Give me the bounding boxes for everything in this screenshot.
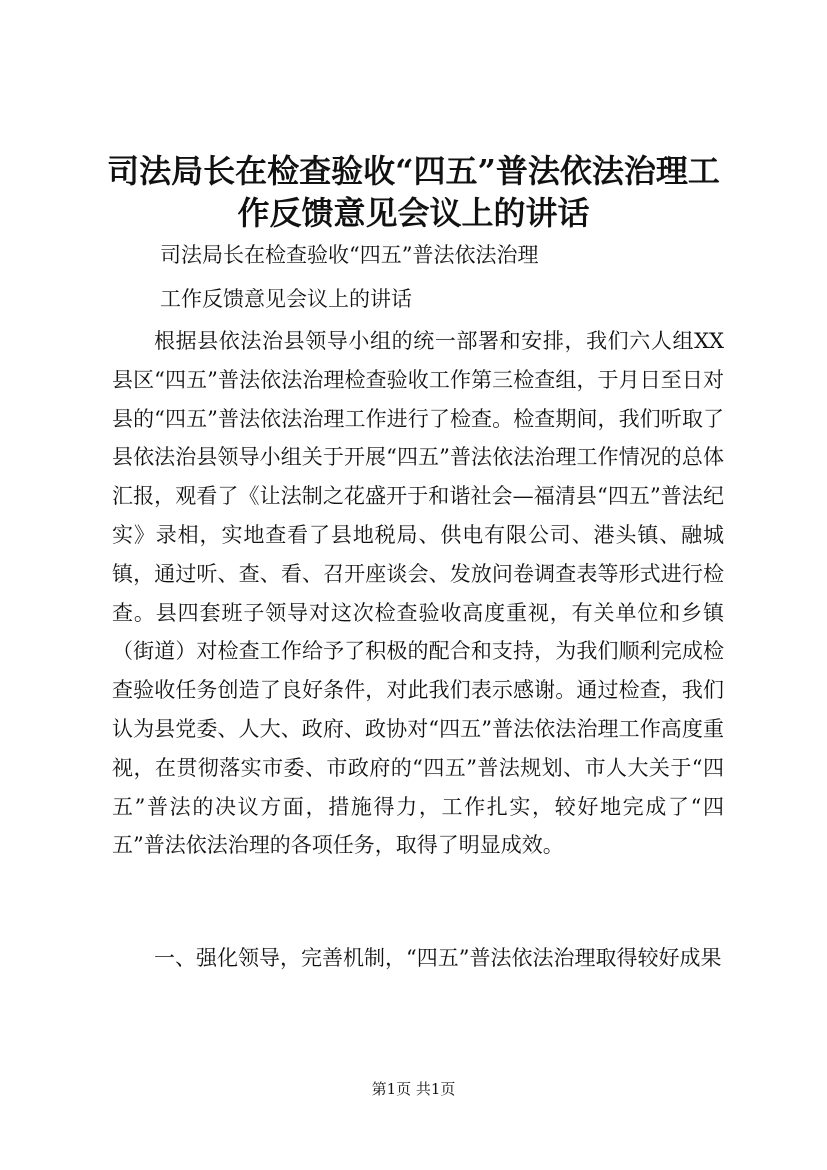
page-footer: 第1页 共1页 [371, 1080, 456, 1098]
body-paragraph-1: 根据县依法治县领导小组的统一部署和安排，我们六人组XX县区“四五”普法依法治理检查验收工作第三检查组，于月日至日对县的“四五”普法依法治理工作进行了检查。检查期间，我们听取了县依法治县领导小组关于开展“四五”普法依法治理工作情况的总体汇报，观看了《让法制之花盛开于和谐社会—福清县“四五”普法纪实》录相，实地查看了县地税局、供电有限公司、港头镇、融城镇，通过听、查、看、召开座谈会、发放问卷调查表等形式进行检查。县四套班子领导对这次检查验收高度重视，有关单位和乡镇（街道）对检查工作给予了积极的配合和支持，为我们顺利完成检查验收任务创造了良好条件，对此我们表示感谢。通过检查，我们认为县党委、人大、政府、政协对“四五”普法依法治理工作高度重视，在贯彻落实市委、市政府的“四五”普法规划、市人大关于“四五”普法的决议方面，措施得力，工作扎实，较好地完成了“四五”普法依法治理的各项任务，取得了明显成效。 [112, 329, 724, 858]
document-title: 司法局长在检查验收“四五”普法依法治理工作反馈意见会议上的讲话 [107, 152, 720, 232]
subtitle-line-2: 工作反馈意见会议上的讲话 [160, 287, 412, 311]
subtitle-line-1: 司法局长在检查验收“四五”普法依法治理 [160, 243, 539, 267]
section-heading-1: 一、强化领导，完善机制，“四五”普法依法治理取得较好成果 [154, 946, 722, 970]
